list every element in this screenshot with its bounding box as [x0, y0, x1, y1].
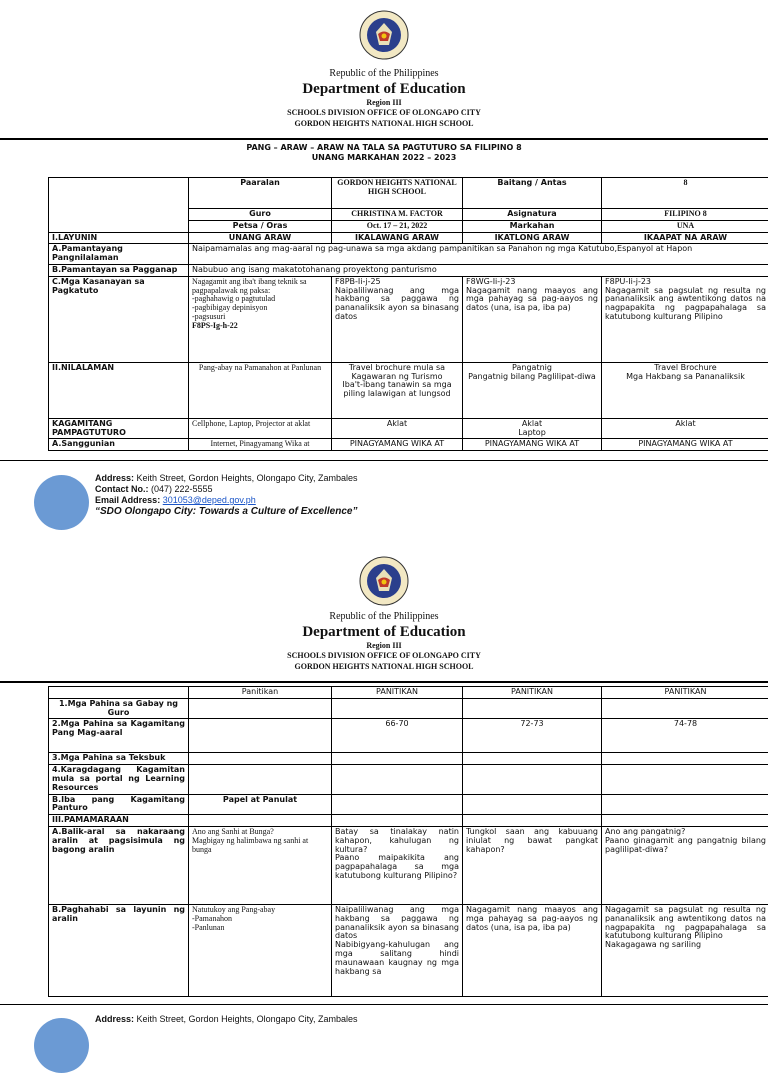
contact-value: (047) 222-5555 [151, 484, 213, 494]
deped-seal-icon [359, 10, 409, 60]
paghahabi-day-2: Naipaliliwanag ang mga hakbang sa paggawa ng pananaliksik ayon sa binasang datos Nabibigyang-kahulugan ang mga salitang hindi maunawaan kaugnay ng mga hakbang sa [332, 904, 463, 996]
footer-rule [0, 1004, 768, 1005]
school-text: GORDON HEIGHTS NATIONAL HIGH SCHOOL [0, 120, 768, 129]
region-text: Region III [0, 99, 768, 108]
balik-aral-day-3: Tungkol saan ang kabuuang iniulat ng bawat pangkat kahapon? [463, 826, 602, 904]
kasanayan-label: C.Mga Kasanayan sa Pagkatuto [49, 276, 189, 362]
region-text: Region III [0, 642, 768, 651]
kagamitan-day-4: Aklat [602, 418, 768, 439]
kasanayan-day-2: F8PB-Ii-j-25 Naipaliliwanag ang mga hakbang sa paggawa ng pananaliksik ayon sa binasang datos [332, 276, 463, 362]
teksbuk-label: 3.Mga Pahina sa Teksbuk [49, 753, 189, 765]
footer-rule [0, 460, 768, 461]
email-link[interactable]: 301053@deped.gov.ph [163, 495, 256, 505]
page-2 [0, 542, 768, 1024]
kagamitang-pang-mag-aaral-label: 2.Mga Pahina sa Kagamitang Pang Mag-aaral [49, 719, 189, 753]
kasanayan-day-3: F8WG-Ii-j-23 Nagagamit nang maayos ang mga pahayag sa pag-aayos ng datos (una, isa pa, iba pa) [463, 276, 602, 362]
table-row [49, 418, 768, 439]
balik-aral-label: A.Balik-aral sa nakaraang aralin at pagsisimula ng bagong aralin [49, 826, 189, 904]
nilalaman-day-4: Travel Brochure Mga Hakbang sa Pananaliksik [602, 362, 768, 418]
layunin-label: I.LAYUNIN [49, 232, 189, 244]
panitikan-header-4: PANITIKAN [602, 687, 768, 699]
petsa-label: Petsa / Oras [189, 220, 332, 232]
sanggunian-day-1: Internet, Pinagyamang Wika at [189, 439, 332, 451]
address-label: Address: [95, 1014, 134, 1024]
pages-day-2: 66-70 [332, 719, 463, 753]
division-text: SCHOOLS DIVISION OFFICE OF OLONGAPO CITY [0, 109, 768, 118]
kagamitan-day-2: Aklat [332, 418, 463, 439]
markahan-label: Markahan [463, 220, 602, 232]
table-row [49, 794, 768, 815]
table-row [49, 264, 768, 276]
division-text: SCHOOLS DIVISION OFFICE OF OLONGAPO CITY [0, 652, 768, 661]
department-title: Department of Education [0, 624, 768, 641]
balik-aral-day-4: Ano ang pangatnig? Paano ginagamit ang pangatnig bilang paglilipat-diwa? [602, 826, 768, 904]
markahan-value: UNA [602, 220, 768, 232]
table-row [49, 719, 768, 753]
school-text: GORDON HEIGHTS NATIONAL HIGH SCHOOL [0, 663, 768, 672]
address-value: Keith Street, Gordon Heights, Olongapo City, Zambales [137, 473, 358, 483]
day-2-header: IKALAWANG ARAW [332, 232, 463, 244]
sanggunian-label: A.Sanggunian [49, 439, 189, 451]
pages-day-4: 74-78 [602, 719, 768, 753]
sanggunian-day-3: PINAGYAMANG WIKA AT [463, 439, 602, 451]
kagamitan-day-3: Aklat Laptop [463, 418, 602, 439]
day-1-header: UNANG ARAW [189, 232, 332, 244]
deped-seal-icon [359, 556, 409, 606]
footer-logo-icon [34, 1018, 89, 1073]
doc-subtitle: UNANG MARKAHAN 2022 – 2023 [0, 153, 768, 163]
balik-aral-day-1: Ano ang Sanhi at Bunga? Magbigay ng halimbawa ng sanhi at bunga [189, 826, 332, 904]
panitikan-header-1: Panitikan [189, 687, 332, 699]
asignatura-label: Asignatura [463, 209, 602, 221]
doc-title: PANG – ARAW – ARAW NA TALA SA PAGTUTURO SA FILIPINO 8 [0, 143, 768, 153]
kasanayan-day-1 [189, 276, 332, 362]
footer-address [95, 473, 357, 484]
guro-value: CHRISTINA M. FACTOR [332, 209, 463, 221]
nilalaman-day-1: Pang-abay na Pamanahon at Panlunan [189, 362, 332, 418]
nilalaman-day-2: Travel brochure mula sa Kagawaran ng Turismo Iba't-ibang tanawin sa mga piling lalawigan at lungsod [332, 362, 463, 418]
footer-email [95, 495, 256, 506]
contact-label: Contact No.: [95, 484, 149, 494]
table-row [49, 276, 768, 362]
panitikan-header-3: PANITIKAN [463, 687, 602, 699]
header-rule [0, 681, 768, 683]
table-row [49, 362, 768, 418]
table-row [49, 815, 768, 827]
pamantayang-pangnilalaman-text: Naipamamalas ang mag-aaral ng pag-unawa sa mga akdang pampanitikan sa Panahon ng mga Katutubo,Espanyol at Hapon [189, 244, 768, 265]
footer-contact [95, 484, 213, 495]
karagdagang-label: 4.Karagdagang Kagamitan mula sa portal ng Learning Resources [49, 765, 189, 794]
sanggunian-day-2: PINAGYAMANG WIKA AT [332, 439, 463, 451]
paaralan-label: Paaralan [189, 178, 332, 209]
footer [0, 1012, 768, 1024]
footer [0, 470, 768, 512]
pamamaraan-label: III.PAMAMARAAN [49, 815, 189, 827]
kasanayan-day-1-code: F8PS-Ig-h-22 [192, 322, 328, 331]
table-row [49, 753, 768, 765]
asignatura-value: FILIPINO 8 [602, 209, 768, 221]
kagamitan-day-1: Cellphone, Laptop, Projector at aklat [189, 418, 332, 439]
address-value: Keith Street, Gordon Heights, Olongapo City, Zambales [137, 1014, 358, 1024]
table-row [49, 232, 768, 244]
republic-text: Republic of the Philippines [0, 611, 768, 623]
pages-day-3: 72-73 [463, 719, 602, 753]
day-3-header: IKATLONG ARAW [463, 232, 602, 244]
kasanayan-day-1-text: Nagagamit ang iba't ibang teknik sa pagpapalawak ng paksa: -paghahawig o pagtutulad -pagbibigay depinisyon -pagsusuri [192, 278, 328, 322]
table-row [49, 439, 768, 451]
email-label: Email Address: [95, 495, 160, 505]
lesson-plan-table-2 [48, 686, 768, 997]
baitang-label: Baitang / Antas [463, 178, 602, 209]
table-row [49, 904, 768, 996]
pamantayang-pangnilalaman-label: A.Pamantayang Pangnilalaman [49, 244, 189, 265]
address-label: Address: [95, 473, 134, 483]
pamantayan-pagganap-label: B.Pamantayan sa Pagganap [49, 264, 189, 276]
page-1 [0, 0, 768, 512]
kasanayan-day-4: F8PU-Ii-j-23 Nagagamit sa pagsulat ng resulta ng pananaliksik ang awtentikong datos na nagpapakita ng pagpapahalaga sa katutubong kulturang Pilipino [602, 276, 768, 362]
paghahabi-label: B.Paghahabi sa layunin ng aralin [49, 904, 189, 996]
table-row [49, 698, 768, 719]
sanggunian-day-4: PINAGYAMANG WIKA AT [602, 439, 768, 451]
table-row [49, 687, 768, 699]
pamantayan-pagganap-text: Nabubuo ang isang makatotohanang proyektong panturismo [189, 264, 768, 276]
table-row [49, 826, 768, 904]
footer-logo-icon [34, 475, 89, 530]
paghahabi-day-3: Nagagamit nang maayos ang mga pahayag sa pag-aayos ng datos (una, isa pa, iba pa) [463, 904, 602, 996]
table-row [49, 178, 768, 209]
nilalaman-day-3: Pangatnig Pangatnig bilang Paglilipat-diwa [463, 362, 602, 418]
table-row [49, 244, 768, 265]
republic-text: Republic of the Philippines [0, 68, 768, 80]
nilalaman-label: II.NILALAMAN [49, 362, 189, 418]
balik-aral-day-2: Batay sa tinalakay natin kahapon, kahulugan ng kultura? Paano maipakikita ang pagpapahalaga sa mga katutubong kulturang Pilipino? [332, 826, 463, 904]
paghahabi-day-1: Natutukoy ang Pang-abay -Pamanahon -Panlunan [189, 904, 332, 996]
header-rule [0, 138, 768, 140]
lesson-plan-table-1 [48, 177, 768, 451]
footer-address [95, 1014, 357, 1025]
day-4-header: IKAAPAT NA ARAW [602, 232, 768, 244]
guro-label: Guro [189, 209, 332, 221]
footer-motto: “SDO Olongapo City: Towards a Culture of Excellence” [95, 506, 357, 517]
gabay-label: 1.Mga Pahina sa Gabay ng Guro [49, 698, 189, 719]
petsa-value: Oct. 17 – 21, 2022 [332, 220, 463, 232]
department-title: Department of Education [0, 81, 768, 98]
baitang-value: 8 [602, 178, 768, 209]
panitikan-header-2: PANITIKAN [332, 687, 463, 699]
kagamitan-label: KAGAMITANG PAMPAGTUTURO [49, 418, 189, 439]
table-row [49, 765, 768, 794]
iba-pang-kagamitan-value: Papel at Panulat [189, 794, 332, 815]
paaralan-value: GORDON HEIGHTS NATIONAL HIGH SCHOOL [332, 178, 463, 209]
iba-pang-kagamitan-label: B.Iba pang Kagamitang Panturo [49, 794, 189, 815]
paghahabi-day-4: Nagagamit sa pagsulat ng resulta ng pananaliksik ang awtentikong datos na nagpapakita ng pagpapahalaga sa katutubong kulturang Pilipino Nakagagawa ng sariling [602, 904, 768, 996]
